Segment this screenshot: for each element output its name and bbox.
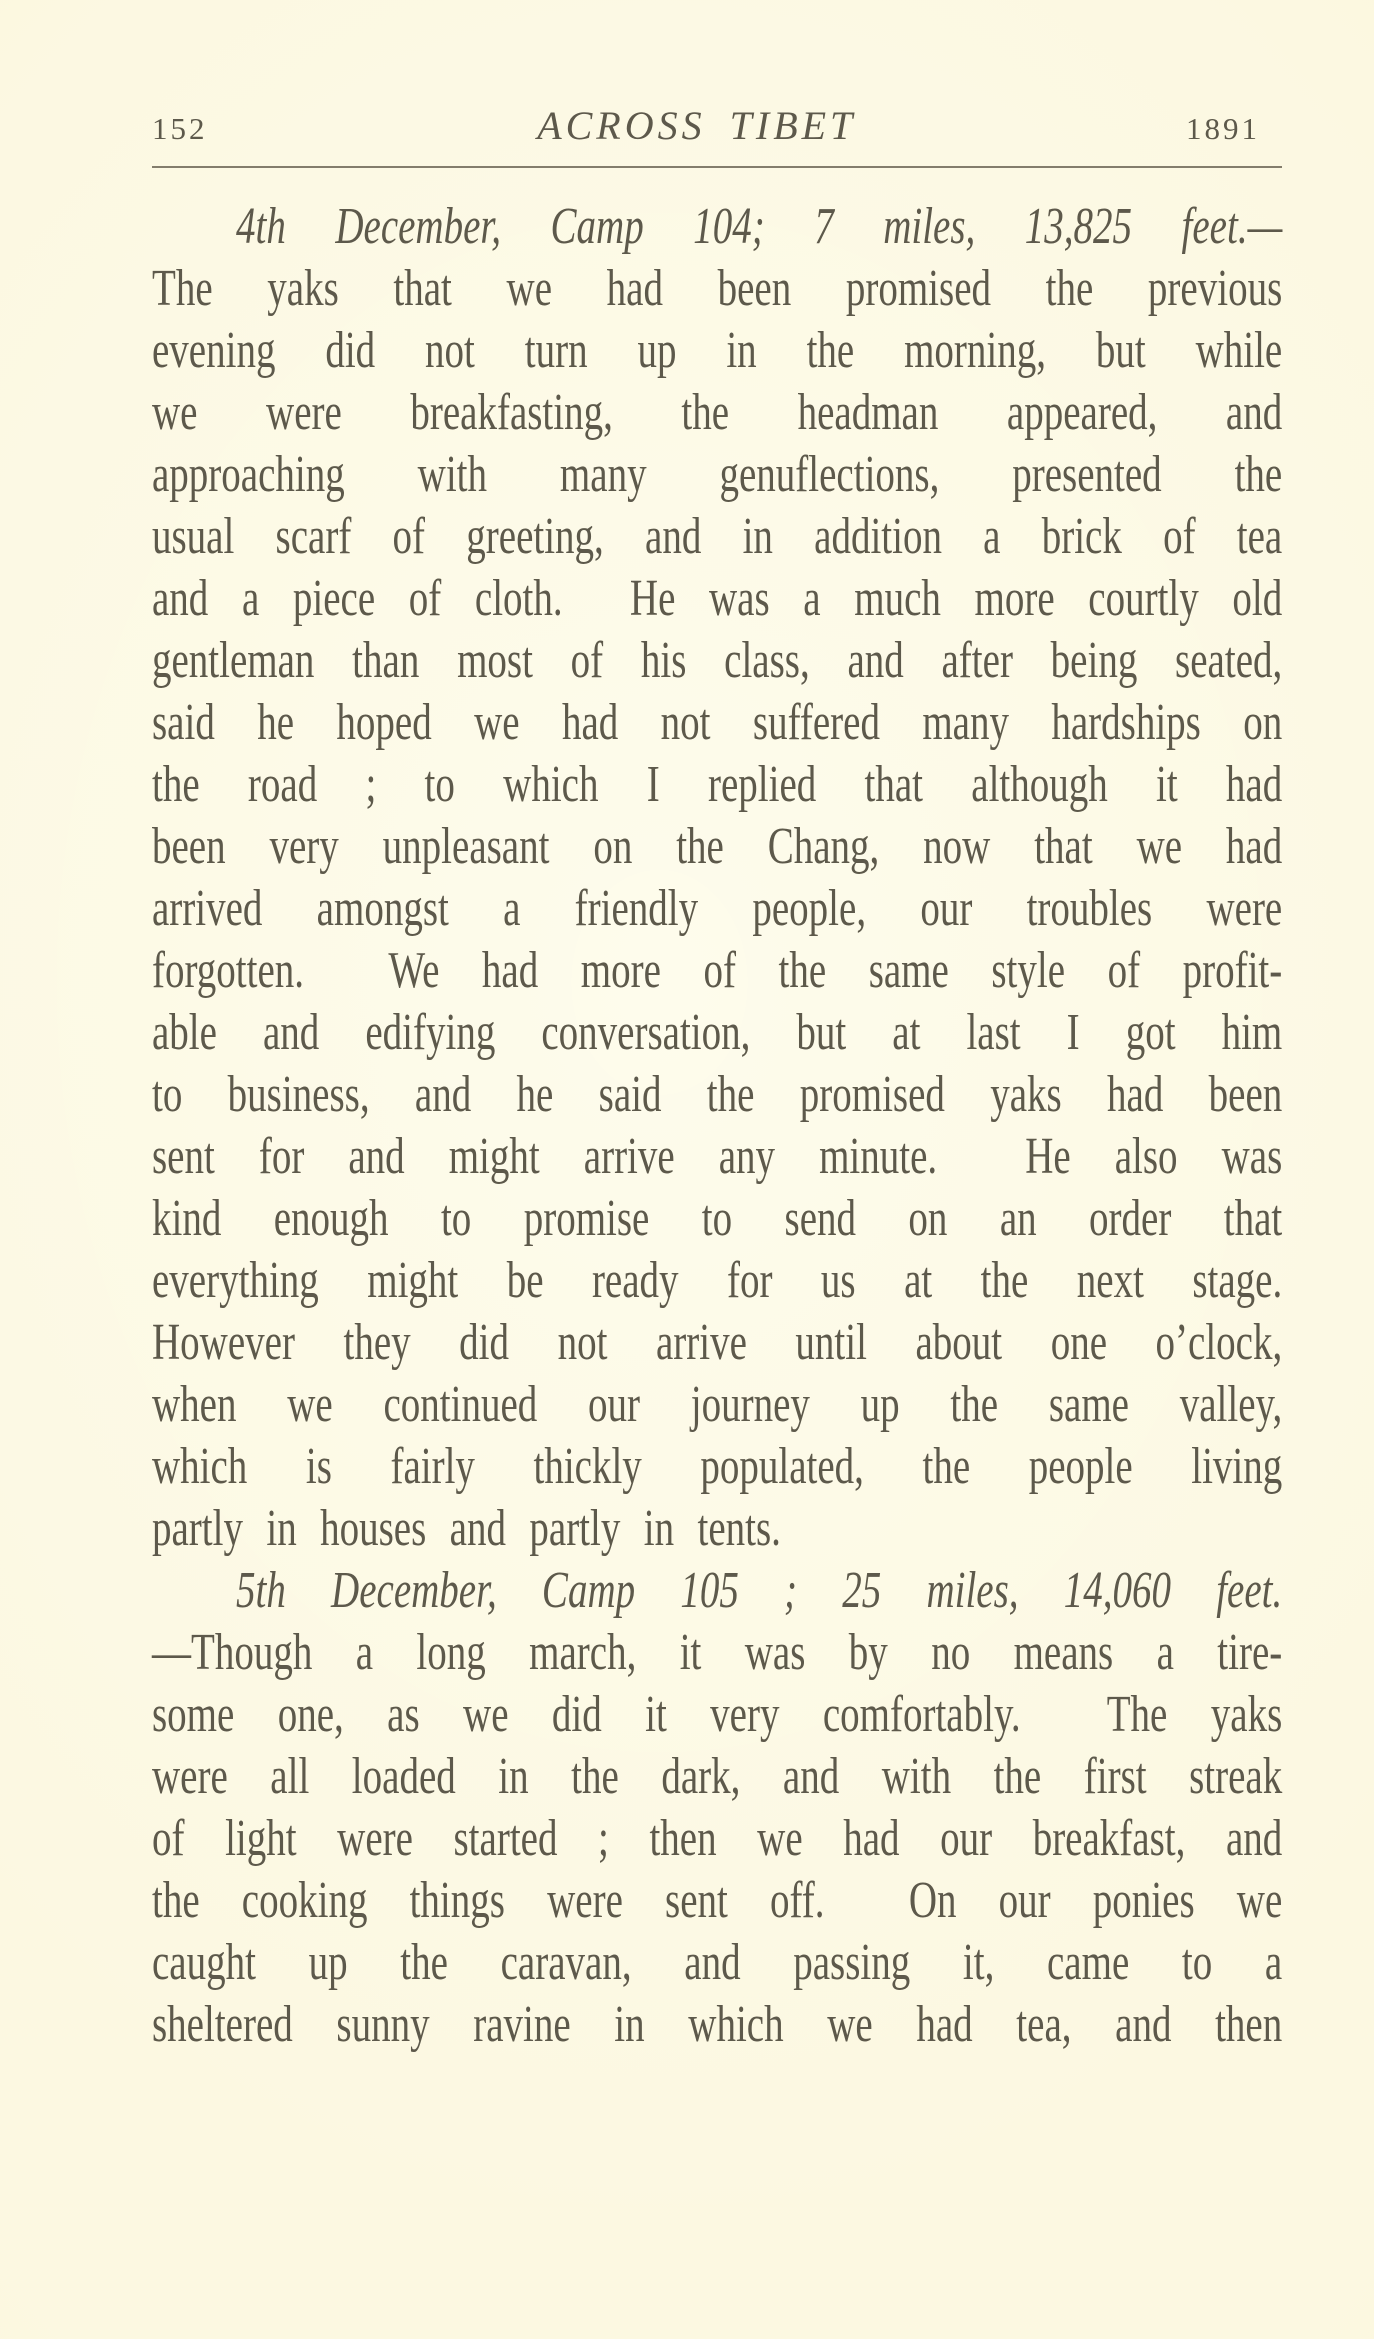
text-line: forgotten. We had more of the same style of profit- bbox=[152, 942, 1283, 999]
text-line: able and edifying conversation, but at last I got him bbox=[152, 1004, 1283, 1061]
text-line: the road ; to which I replied that although it had bbox=[152, 756, 1283, 813]
text-line: gentleman than most of his class, and after being seated, bbox=[152, 632, 1283, 689]
text-line: when we continued our journey up the same valley, bbox=[152, 1376, 1283, 1433]
text-line: sheltered sunny ravine in which we had tea, and then bbox=[152, 1996, 1283, 2053]
text-line: 5th December, Camp 105 ; 25 miles, 14,060 feet. bbox=[236, 1562, 1283, 1619]
text-line: been very unpleasant on the Chang, now that we had bbox=[152, 818, 1283, 875]
text-line: which is fairly thickly populated, the people living bbox=[152, 1438, 1283, 1495]
header-rule bbox=[152, 166, 1282, 168]
text-line: arrived amongst a friendly people, our troubles were bbox=[152, 880, 1283, 937]
text-line: usual scarf of greeting, and in addition a brick of tea bbox=[152, 508, 1283, 565]
text-line: we were breakfasting, the headman appeared, and bbox=[152, 384, 1283, 441]
running-title: ACROSS TIBET bbox=[537, 103, 857, 148]
text-line: approaching with many genuflections, presented the bbox=[152, 446, 1283, 503]
header-year: 1891 bbox=[1186, 111, 1260, 146]
page-number: 152 bbox=[152, 111, 208, 146]
text-line: However they did not arrive until about one o’clock, bbox=[152, 1314, 1283, 1371]
text-line: and a piece of cloth. He was a much more courtly old bbox=[152, 570, 1283, 627]
text-line: were all loaded in the dark, and with the first streak bbox=[152, 1748, 1283, 1805]
text-line: caught up the caravan, and passing it, came to a bbox=[152, 1934, 1283, 1991]
text-line: partly in houses and partly in tents. bbox=[152, 1500, 781, 1557]
text-line: the cooking things were sent off. On our ponies we bbox=[152, 1872, 1283, 1929]
text-line: everything might be ready for us at the next stage. bbox=[152, 1252, 1283, 1309]
page-body bbox=[152, 196, 1282, 2056]
text-line: of light were started ; then we had our breakfast, and bbox=[152, 1810, 1283, 1867]
page-header bbox=[152, 102, 1282, 149]
text-line: 4th December, Camp 104; 7 miles, 13,825 feet.— bbox=[236, 198, 1283, 255]
text-line: sent for and might arrive any minute. He also was bbox=[152, 1128, 1283, 1185]
text-line: said he hoped we had not suffered many hardships on bbox=[152, 694, 1283, 751]
text-line: The yaks that we had been promised the previous bbox=[152, 260, 1283, 317]
text-line: evening did not turn up in the morning, but while bbox=[152, 322, 1283, 379]
text-line: some one, as we did it very comfortably. The yaks bbox=[152, 1686, 1283, 1743]
text-line: kind enough to promise to send on an order that bbox=[152, 1190, 1283, 1247]
text-line: to business, and he said the promised yaks had been bbox=[152, 1066, 1283, 1123]
text-line: —Though a long march, it was by no means a tire- bbox=[152, 1624, 1283, 1681]
